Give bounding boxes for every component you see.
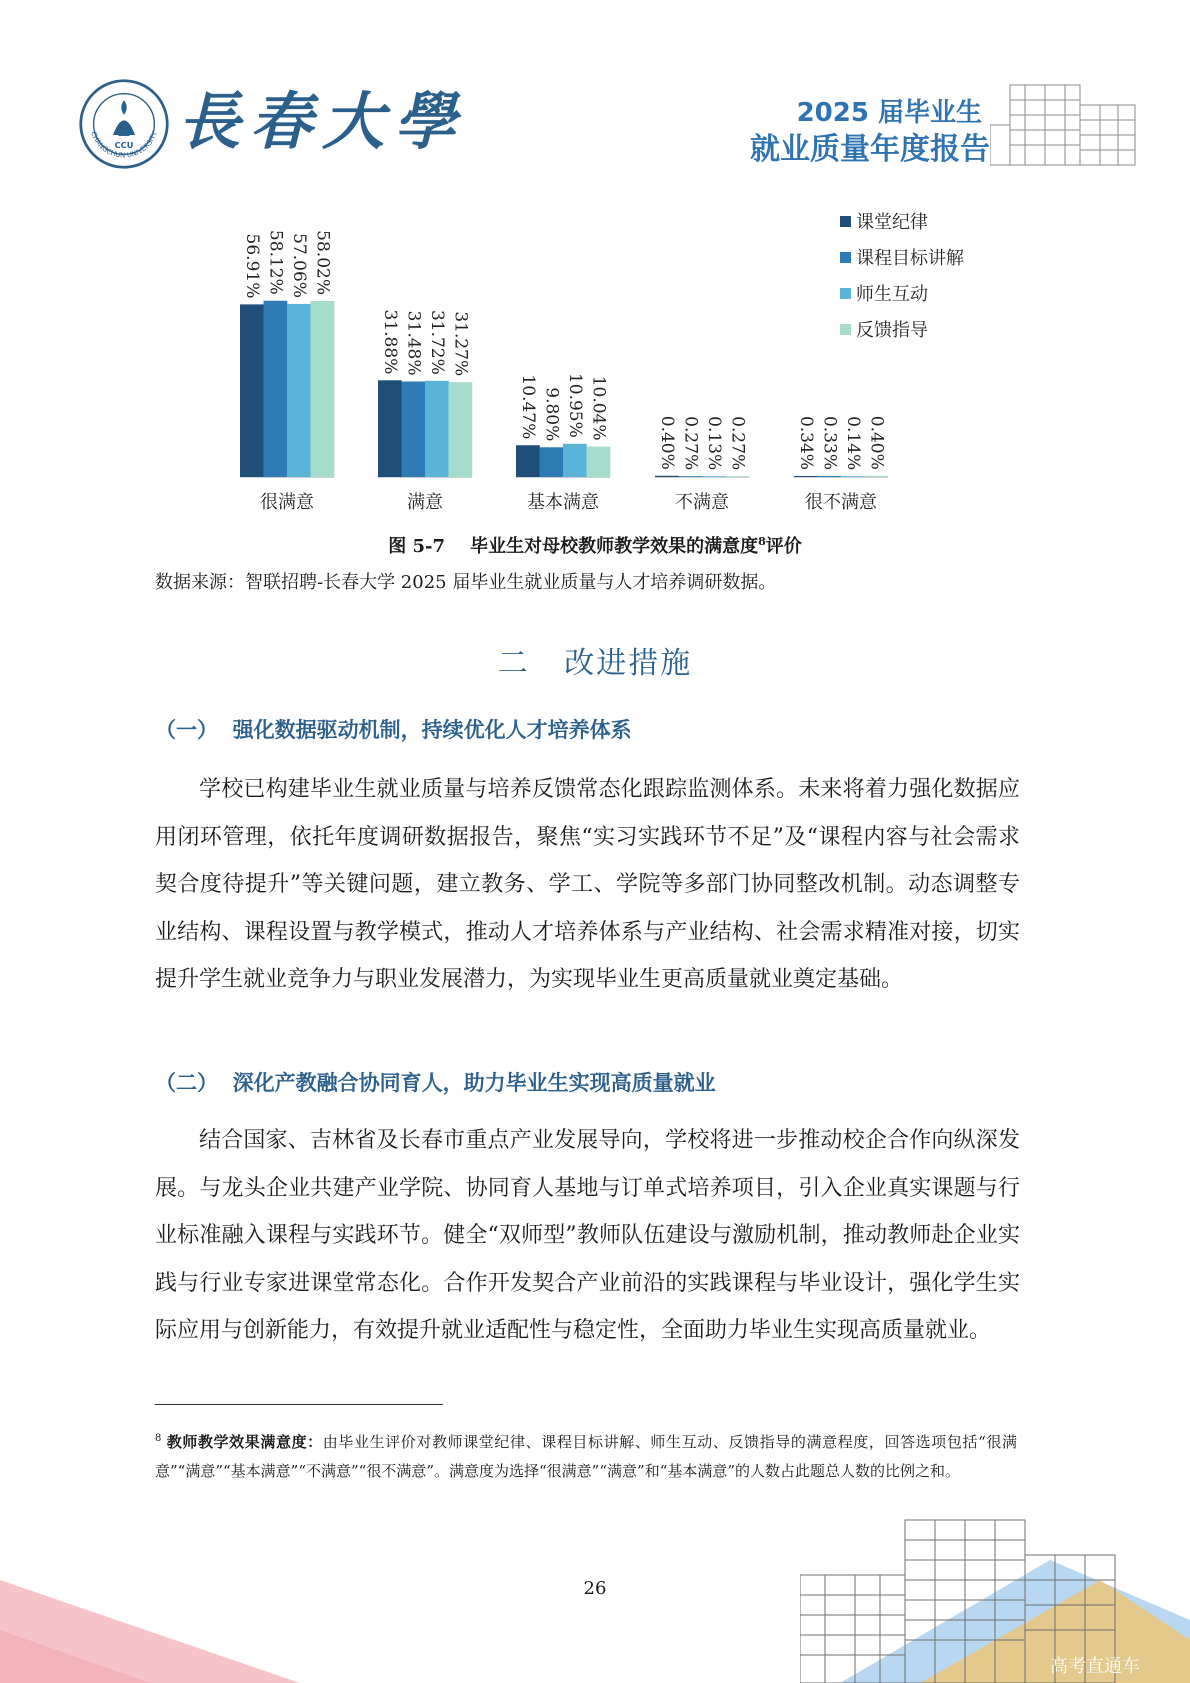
category-label: 满意 [407, 492, 443, 513]
footnote-divider [155, 1404, 443, 1405]
page-number: 26 [583, 1578, 607, 1599]
bar-value-label: 10.04% [588, 375, 609, 441]
bar-value-label: 10.95% [564, 372, 585, 438]
footnote-marker: 8 [155, 1433, 162, 1444]
bar-value-label: 10.47% [517, 374, 538, 440]
bar-value-label: 0.40% [866, 415, 887, 470]
logo-ring-text: CHANGCHUN UNIVERSITY [89, 130, 159, 160]
bar-value-label: 31.72% [426, 309, 447, 375]
footnote [155, 1424, 1017, 1486]
footnote-term: 教师教学效果满意度： [166, 1433, 323, 1451]
bar [516, 445, 540, 477]
bar-value-label: 58.02% [312, 230, 333, 296]
subsection-1-body: 学校已构建毕业生就业质量与培养反馈常态化跟踪监测体系。未来将着力强化数据应用闭环管理，依托年度调研数据报告，聚焦“实习实践环节不足”及“课程内容与社会需求契合度待提升”等关键问题，建立教务、学工、学院等多部门协同整改机制。动态调整专业结构、课程设置与教学模式，推动人才培养体系与产业结构、社会需求精准对接，切实提升学生就业竞争力与职业发展潜力，为实现毕业生更高质量就业奠定基础。 [155, 777, 1020, 992]
category-label: 很满意 [260, 492, 314, 513]
category-label: 很不满意 [805, 492, 877, 513]
bar-value-label: 56.91% [241, 233, 262, 299]
legend-label: 课程目标讲解 [856, 248, 964, 269]
figure-caption [0, 532, 1190, 558]
bar [679, 476, 703, 477]
legend-label: 反馈指导 [856, 320, 928, 341]
bar [449, 382, 473, 477]
bar-value-label: 57.06% [288, 233, 309, 298]
bar [818, 476, 842, 477]
bar [402, 382, 426, 477]
satisfaction-bar-chart [150, 200, 1040, 520]
bar [841, 476, 865, 477]
legend-label: 师生互动 [856, 284, 928, 305]
university-name: 長春大學 [178, 85, 467, 158]
report-year: 2025 届毕业生 [796, 98, 982, 128]
bar [865, 476, 889, 477]
bar-value-label: 0.27% [727, 416, 748, 471]
bar-value-label: 31.48% [403, 310, 424, 376]
bar-value-label: 0.40% [656, 415, 677, 470]
legend-swatch [840, 324, 851, 335]
legend-swatch [840, 288, 851, 299]
bar [378, 380, 402, 477]
bar [587, 447, 611, 477]
bar-value-label: 58.12% [265, 229, 286, 295]
legend-swatch [840, 216, 851, 227]
bar-value-label: 31.88% [379, 309, 400, 375]
logo-center-text: CCU [114, 139, 134, 150]
section-title: 二 改进措施 [497, 646, 693, 681]
figure-number: 图 5-7 [388, 536, 446, 557]
bar-value-label: 0.27% [680, 416, 701, 471]
figure-source: 数据来源：智联招聘-长春大学 2025 届毕业生就业质量与人才培养调研数据。 [155, 572, 777, 593]
bar [702, 476, 726, 477]
report-title: 就业质量年度报告 [750, 132, 990, 167]
bar-value-label: 9.80% [541, 387, 562, 442]
category-label: 基本满意 [527, 492, 599, 513]
subsection-1-title: （一） 强化数据驱动机制，持续优化人才培养体系 [155, 717, 632, 742]
footnote-text: 由毕业生评价对教师课堂纪律、课程目标讲解、师生互动、反馈指导的满意程度，回答选项包括“很满意”“满意”“基本满意”“不满意”“很不满意”。满意度为选择“很满意”“满意”和“基本满意”的人数占此题总人数的比例之和。 [155, 1433, 1017, 1480]
bar-value-label: 0.14% [842, 416, 863, 471]
bar [425, 381, 449, 477]
legend-swatch [840, 252, 851, 263]
bar [794, 476, 818, 477]
bar [563, 444, 587, 477]
legend-label: 课堂纪律 [856, 212, 928, 233]
figure-title: 毕业生对母校教师教学效果的满意度 [470, 536, 759, 557]
bar [311, 301, 335, 477]
subsection-2-title: （二） 深化产教融合协同育人，助力毕业生实现高质量就业 [155, 1070, 716, 1095]
figure-footnote-ref: 8 [758, 535, 766, 548]
campus-building-sketch [990, 70, 1140, 168]
bar-value-label: 0.13% [703, 416, 724, 471]
bar-value-label: 0.34% [795, 415, 816, 470]
bar [540, 447, 564, 477]
category-label: 不满意 [675, 492, 729, 513]
bar [726, 476, 750, 477]
bar [240, 304, 264, 477]
university-logo [78, 78, 170, 170]
bar [287, 304, 311, 477]
figure-title-suffix: 评价 [765, 536, 802, 557]
watermark: 高考直通车 [1050, 1656, 1140, 1677]
bar [264, 301, 288, 477]
bar-value-label: 0.33% [819, 415, 840, 470]
bar [655, 476, 679, 477]
subsection-2-body: 结合国家、吉林省及长春市重点产业发展导向，学校将进一步推动校企合作向纵深发展。与龙头企业共建产业学院、协同育人基地与订单式培养项目，引入企业真实课题与行业标准融入课程与实践环节。健全“双师型”教师队伍建设与激励机制，推动教师赴企业实践与行业专家进课堂常态化。合作开发契合产业前沿的实践课程与毕业设计，强化学生实际应用与创新能力，有效提升就业适配性与稳定性，全面助力毕业生实现高质量就业。 [155, 1128, 1020, 1343]
bar-value-label: 31.27% [450, 311, 471, 377]
